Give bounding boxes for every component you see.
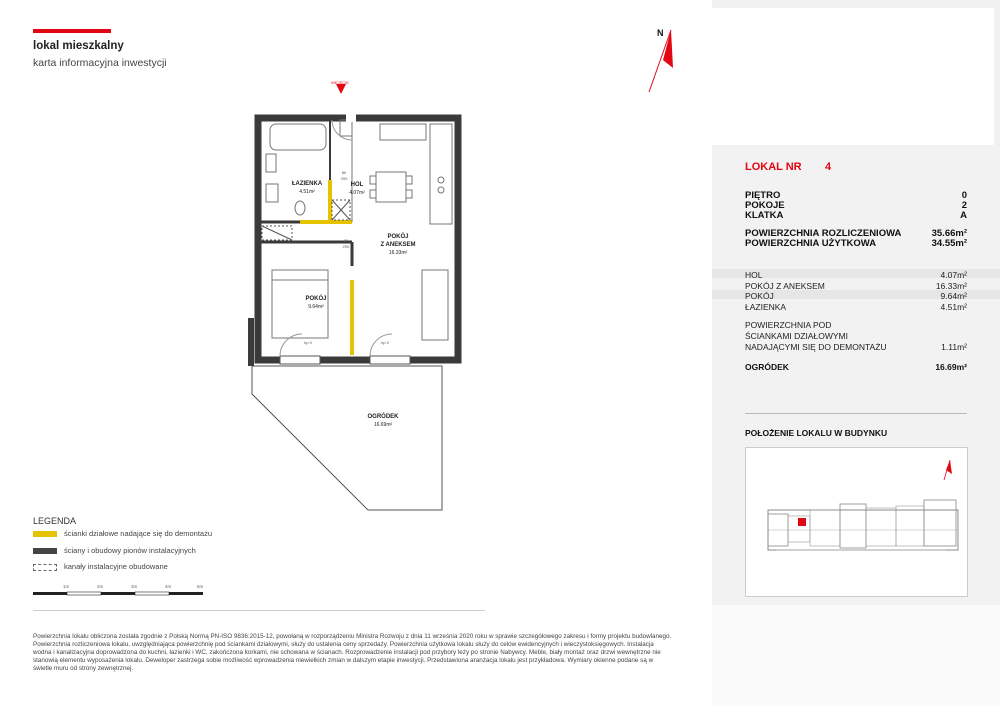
garden-outline	[252, 366, 442, 510]
page-title: lokal mieszkalny	[33, 40, 124, 52]
site-plan-graphic	[746, 448, 967, 596]
kitchen-counter	[430, 124, 452, 224]
door-dim-2-top: 80	[343, 238, 349, 243]
footnote: Powierzchnia lokalu obliczona została zgodnie z Polską Normą PN-ISO 9836:2015-12, powołaną w rozporządzeniu Ministra Rozwoju z dnia 11 września 2020 roku w sprawie szczegółowego zakresu i formy projektu budowlanego. Powierzchnia rozliczeniowa lokalu, uwzględniająca powierzchnię pod ściankami działowymi, służy do ustalenia ceny sprzedaży. Powierzchnia użytkowa lokalu służy do celów ewidencyjnych i wieczystoksięgowych. Instalacja wodna i kanalizacyjna doprowadzona do kuchni, łazienki i WC, zakończona korkami, nie schowana w ścianach. Rozprowadzenie instalacji pod przybory leży po stronie Nabywcy. Meble, biały montaż oraz drzwi wewnętrzne nie stanowią elementu wyposażenia lokalu. Deweloper zastrzega sobie możliwość wprowadzenia niewielkich zmian w dalszym etapie inwestycji. Przedstawiona aranżacja lokalu jest przykładowa. Wymiary okienne podane są w świetle muru od strony zewnętrznej.	[33, 633, 672, 672]
demontaz-value: 1.11m²	[941, 342, 967, 352]
pokoje-value: 2	[961, 200, 967, 211]
legend-swatch-partition	[33, 531, 57, 537]
info-separator	[745, 413, 967, 414]
brand-accent-line	[33, 29, 111, 33]
room-row-pokoj-area: 9.64m²	[940, 291, 967, 301]
room-area-pokoj-aneks: 16.33m²	[388, 250, 408, 256]
compass-letter: N	[657, 28, 664, 38]
room-row-pokoj: POKÓJ	[745, 291, 774, 301]
legend-label-walls: ściany i obudowy pionów instalacyjnych	[64, 546, 196, 555]
room-label-ogrodek: OGRÓDEK	[367, 414, 399, 420]
floor-plan	[240, 80, 480, 510]
room-row-pokoj-aneks-area: 16.33m²	[935, 281, 967, 291]
door-dim-1-bottom: 200	[340, 176, 348, 181]
scale-label-3m: 3m	[131, 584, 138, 589]
building-location-map	[745, 447, 968, 597]
entrance-label: WEJŚCIE	[331, 80, 349, 85]
apartment-location-marker	[798, 518, 806, 526]
scale-label-1m: 1m	[63, 584, 70, 589]
scale-bar	[33, 580, 205, 589]
klatka-value: A	[960, 210, 967, 221]
room-row-hol: HOL	[745, 270, 763, 280]
pietro-label: PIĘTRO	[745, 190, 781, 201]
room-label-lazienka: ŁAZIENKA	[291, 181, 323, 187]
toilet-icon	[295, 201, 305, 215]
room-area-hol: 4.07m²	[349, 190, 365, 196]
legend-label-channels: kanały instalacyjne obudowane	[64, 562, 168, 571]
divider	[33, 610, 485, 611]
uzytkowa-label: POWIERZCHNIA UŻYTKOWA	[745, 238, 877, 249]
room-label-hol: HOL	[350, 182, 364, 188]
hp-right: hp 0	[381, 340, 389, 345]
demontaz-line-1: POWIERZCHNIA POD	[745, 320, 832, 330]
door-dim-1-top: 80	[341, 170, 347, 175]
pietro-value: 0	[961, 190, 967, 201]
rozliczeniowa-label: POWIERZCHNIA ROZLICZENIOWA	[745, 228, 902, 239]
bathtub-icon	[270, 124, 326, 150]
legend-title: LEGENDA	[33, 516, 77, 526]
compass-north-icon	[645, 22, 677, 96]
sink-icon	[266, 154, 276, 172]
lokal-label: LOKAL NR	[745, 161, 802, 173]
room-row-pokoj-aneks: POKÓJ Z ANEKSEM	[745, 281, 825, 291]
klatka-label: KLATKA	[745, 210, 784, 221]
room-area-ogrodek: 16.69m²	[373, 422, 393, 428]
uzytkowa-value: 34.55m²	[931, 238, 967, 249]
page-subtitle: karta informacyjna inwestycji	[33, 57, 167, 69]
lokal-number: 4	[825, 161, 832, 173]
room-row-hol-area: 4.07m²	[940, 270, 967, 280]
door-dim-2-bottom: 200	[342, 244, 350, 249]
entrance-arrow-icon	[336, 84, 346, 94]
scale-label-5m: 5m	[197, 584, 204, 589]
sofa-icon	[422, 270, 448, 340]
pokoje-label: POKOJE	[745, 200, 785, 211]
building-location-title: POŁOŻENIE LOKALU W BUDYNKU	[745, 428, 888, 438]
table-icon	[376, 172, 406, 202]
hp-left: hp 0	[304, 340, 312, 345]
room-area-pokoj: 9.64m²	[308, 304, 324, 310]
room-label-pokoj: POKÓJ	[305, 296, 327, 302]
demontaz-line-3: NADAJĄCYMI SIĘ DO DEMONTAŻU	[745, 342, 887, 352]
room-label-pokoj-aneks-2: Z ANEKSEM	[380, 242, 416, 248]
info-panel-top	[712, 8, 1000, 145]
rozliczeniowa-value: 35.66m²	[931, 228, 967, 239]
room-area-lazienka: 4.51m²	[299, 189, 315, 195]
legend-swatch-channels	[33, 564, 57, 571]
room-row-lazienka: ŁAZIENKA	[745, 302, 787, 312]
room-row-lazienka-area: 4.51m²	[940, 302, 967, 312]
legend-swatch-walls	[33, 548, 57, 554]
legend-label-partition: ścianki działowe nadające się do demontażu	[64, 529, 213, 538]
ogrodek-value: 16.69m²	[935, 362, 967, 372]
scale-label-2m: 2m	[97, 584, 104, 589]
demontaz-line-2: ŚCIANKAMI DZIAŁOWYMI	[745, 331, 848, 341]
room-label-pokoj-aneks-1: POKÓJ	[387, 234, 409, 240]
ogrodek-label: OGRÓDEK	[745, 362, 789, 372]
scale-label-4m: 4m	[165, 584, 172, 589]
